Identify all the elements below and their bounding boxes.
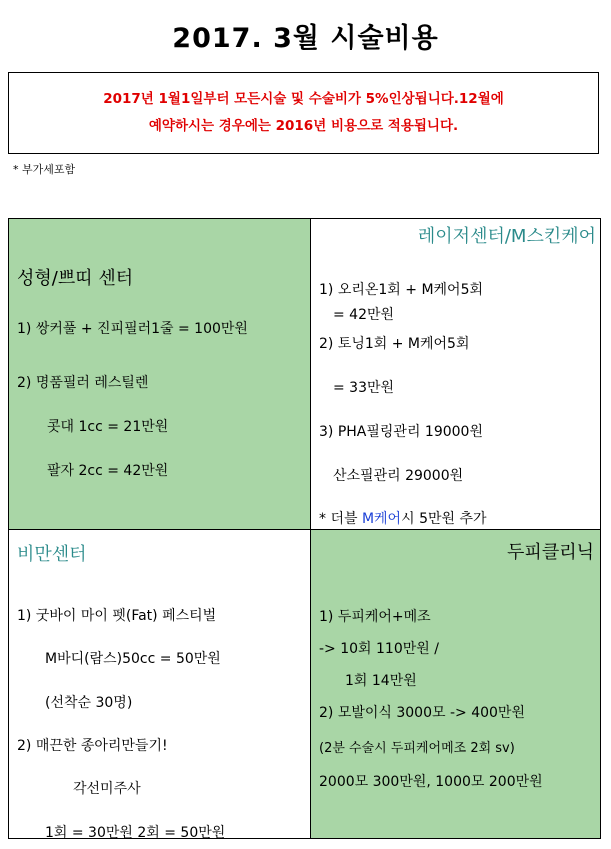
price-line: 콧대 1cc = 21만원 [47, 419, 169, 435]
section-heading: 레이저센터/M스킨케어 [417, 226, 596, 247]
section-heading: 두피클리닉 [507, 542, 594, 563]
price-line: 2) 명품필러 레스틸렌 [17, 375, 149, 391]
notice-line-1: 2017년 1월1일부터 모든시술 및 수술비가 5%인상됩니다.12월에 [103, 91, 504, 107]
price-line: 2) 토닝1회 + M케어5회 [319, 336, 470, 352]
price-line: -> 10회 110만원 / [319, 641, 439, 657]
price-line: 팔자 2cc = 42만원 [47, 463, 169, 479]
price-increase-notice [8, 72, 599, 154]
price-line: 1) 오리온1회 + M케어5회 [319, 282, 484, 298]
price-line: M바디(람스)50cc = 50만원 [45, 651, 221, 667]
notice-line-2: 예약하시는 경우에는 2016년 비용으로 적용됩니다. [148, 118, 459, 134]
price-grid [8, 218, 601, 839]
price-line: 2) 매끈한 종아리만들기! [17, 738, 168, 754]
obesity-center-section [9, 530, 311, 841]
mcare-highlight: M케어 [361, 511, 402, 527]
price-line: 1회 14만원 [345, 673, 417, 689]
note-suffix: 시 5만원 추가 [401, 511, 487, 527]
double-mcare-note [319, 508, 487, 528]
laser-center-section [311, 219, 600, 530]
price-line: 1회 = 30만원 2회 = 50만원 [45, 825, 226, 841]
price-line: = 33만원 [333, 380, 395, 396]
price-line: 각선미주사 [73, 781, 141, 797]
section-heading: 성형/쁘띠 센터 [17, 268, 134, 289]
price-line: 2) 모발이식 3000모 -> 400만원 [319, 705, 525, 721]
price-line: (2분 수술시 두피케어메조 2회 sv) [319, 741, 515, 756]
page-title: 2017. 3월 시술비용 [172, 23, 439, 54]
price-line: (선착순 30명) [45, 695, 133, 711]
section-heading: 비만센터 [17, 544, 87, 565]
price-line: 2000모 300만원, 1000모 200만원 [319, 774, 543, 790]
scalp-clinic-section [311, 530, 600, 838]
vat-note: * 부가세포함 [13, 163, 76, 176]
price-line: 1) 굿바이 마이 펫(Fat) 페스티벌 [17, 608, 217, 624]
price-line: 3) PHA필링관리 19000원 [319, 424, 483, 440]
price-line: = 42만원 [333, 307, 395, 323]
price-line: 산소필관리 29000원 [333, 468, 464, 484]
plastic-surgery-section [9, 219, 311, 530]
note-prefix: * 더블 [319, 511, 362, 527]
price-line: 1) 두피케어+메조 [319, 609, 431, 625]
price-line: 1) 쌍커풀 + 진피필러1줄 = 100만원 [17, 321, 248, 337]
